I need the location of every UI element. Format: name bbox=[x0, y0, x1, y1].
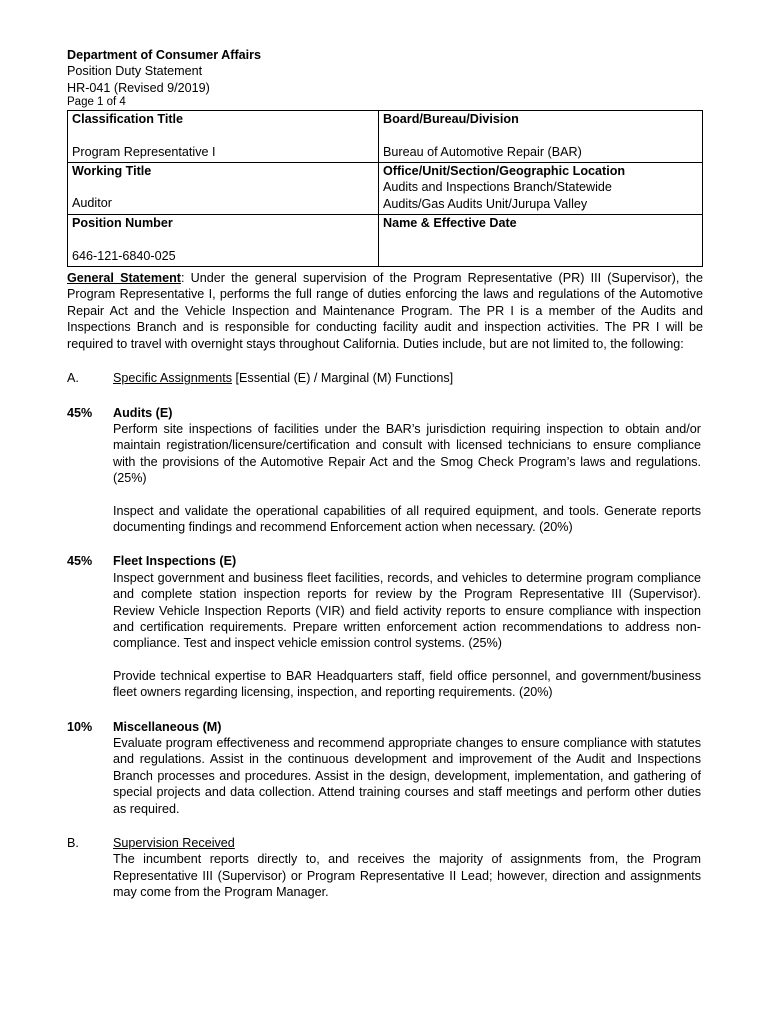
classification-value: Program Representative I bbox=[72, 144, 216, 159]
section-b-text: The incumbent reports directly to, and receives the majority of assignments from, the Program Representative III (Supervisor) or Program Representative II Lead; however, direction and assignments may come from the Program Manager. bbox=[113, 852, 701, 900]
duty-audits bbox=[67, 405, 703, 536]
general-statement bbox=[67, 270, 703, 352]
office-value-line2: Audits/Gas Audits Unit/Jurupa Valley bbox=[383, 196, 588, 211]
office-value-line1: Audits and Inspections Branch/Statewide bbox=[383, 180, 612, 195]
board-label: Board/Bureau/Division bbox=[383, 112, 519, 127]
section-b-letter: B. bbox=[67, 836, 79, 851]
board-value: Bureau of Automotive Repair (BAR) bbox=[383, 144, 582, 159]
classification-label: Classification Title bbox=[72, 112, 184, 127]
position-info-table bbox=[67, 110, 703, 267]
section-a-letter: A. bbox=[67, 371, 79, 386]
position-number-value: 646-121-6840-025 bbox=[72, 248, 176, 263]
name-date-cell bbox=[379, 215, 703, 267]
position-number-label: Position Number bbox=[72, 216, 173, 231]
department-name: Department of Consumer Affairs bbox=[67, 48, 262, 62]
duty-paragraph: Inspect government and business fleet facilities, records, and vehicles to determine program compliance and complete station inspection reports for review by the Program Representative III (Supervisor). Review Vehicle Inspection Reports (VIR) and field activity reports to ensure compliance with inspection and certification requirements. Prepare written enforcement action recommendations to address non-compliance. Test and inspect vehicle emission control systems. (25%) bbox=[113, 570, 701, 651]
duty-title: Audits (E) bbox=[113, 405, 173, 420]
section-a-title: Specific Assignments bbox=[113, 371, 232, 386]
section-a-heading bbox=[67, 370, 703, 386]
duty-paragraph: Evaluate program effectiveness and recommend appropriate changes to ensure compliance with statutes and regulations. Assist in the continuous development and improvement of the Audit and Inspections Branch processes and procedures. Assist in the design, development, implementation, and gathering of special projects and data collection. Attend training courses and staff meetings and perform other duties as required. bbox=[113, 736, 701, 816]
position-number-cell bbox=[68, 215, 379, 267]
working-title-value: Auditor bbox=[72, 196, 112, 211]
duty-paragraph: Provide technical expertise to BAR Headquarters staff, field office personnel, and government/business fleet owners regarding licensing, inspection, and reporting requirements. (20%) bbox=[113, 668, 701, 700]
duty-fleet-inspections bbox=[67, 553, 703, 700]
section-b bbox=[67, 835, 703, 901]
duty-percent: 45% bbox=[67, 554, 93, 569]
section-a-suffix: [Essential (E) / Marginal (M) Functions] bbox=[232, 371, 454, 386]
duty-percent: 45% bbox=[67, 405, 93, 420]
duty-paragraph: Inspect and validate the operational capabilities of all required equipment, and tools. Generate reports documenting findings and recommend Enforcement action when necessary. (20%) bbox=[113, 503, 701, 534]
document-page bbox=[67, 47, 703, 901]
name-date-label: Name & Effective Date bbox=[383, 216, 517, 231]
duty-paragraph: Perform site inspections of facilities under the BAR’s jurisdiction requiring inspection to obtain and/or maintain registration/licensure/certification and consult with licensed technicians to ensure compliance with the provisions of the Automotive Repair Act and the Smog Check Program’s laws and regulations. (25%) bbox=[113, 421, 701, 486]
page-number: Page 1 of 4 bbox=[67, 96, 126, 109]
classification-cell bbox=[68, 111, 379, 163]
working-title-cell bbox=[68, 163, 379, 215]
duty-title: Miscellaneous (M) bbox=[113, 719, 222, 734]
section-b-title: Supervision Received bbox=[113, 836, 235, 851]
general-statement-text: : Under the general supervision of the Program Representative (PR) III (Supervisor), the Program Representative I, performs the full range of duties enforcing the laws and regulations of the Automotive Repair Act and the Vehicle Inspection and Maintenance Program. The PR I is a member of the Audits and Inspections Branch and is responsible for conducting facility audit and inspection activities. The PR I will be required to travel with overnight stays throughout California. Duties include, but are not limited to, the following: bbox=[67, 271, 703, 351]
document-header bbox=[67, 47, 703, 109]
form-id: HR-041 (Revised 9/2019) bbox=[67, 80, 210, 95]
duty-miscellaneous bbox=[67, 719, 703, 817]
general-statement-label: General Statement bbox=[67, 271, 181, 286]
board-cell bbox=[379, 111, 703, 163]
document-type: Position Duty Statement bbox=[67, 64, 203, 79]
working-title-label: Working Title bbox=[72, 164, 152, 179]
office-cell bbox=[379, 163, 703, 215]
office-label: Office/Unit/Section/Geographic Location bbox=[383, 164, 626, 179]
duty-percent: 10% bbox=[67, 719, 93, 734]
duty-title: Fleet Inspections (E) bbox=[113, 554, 237, 569]
